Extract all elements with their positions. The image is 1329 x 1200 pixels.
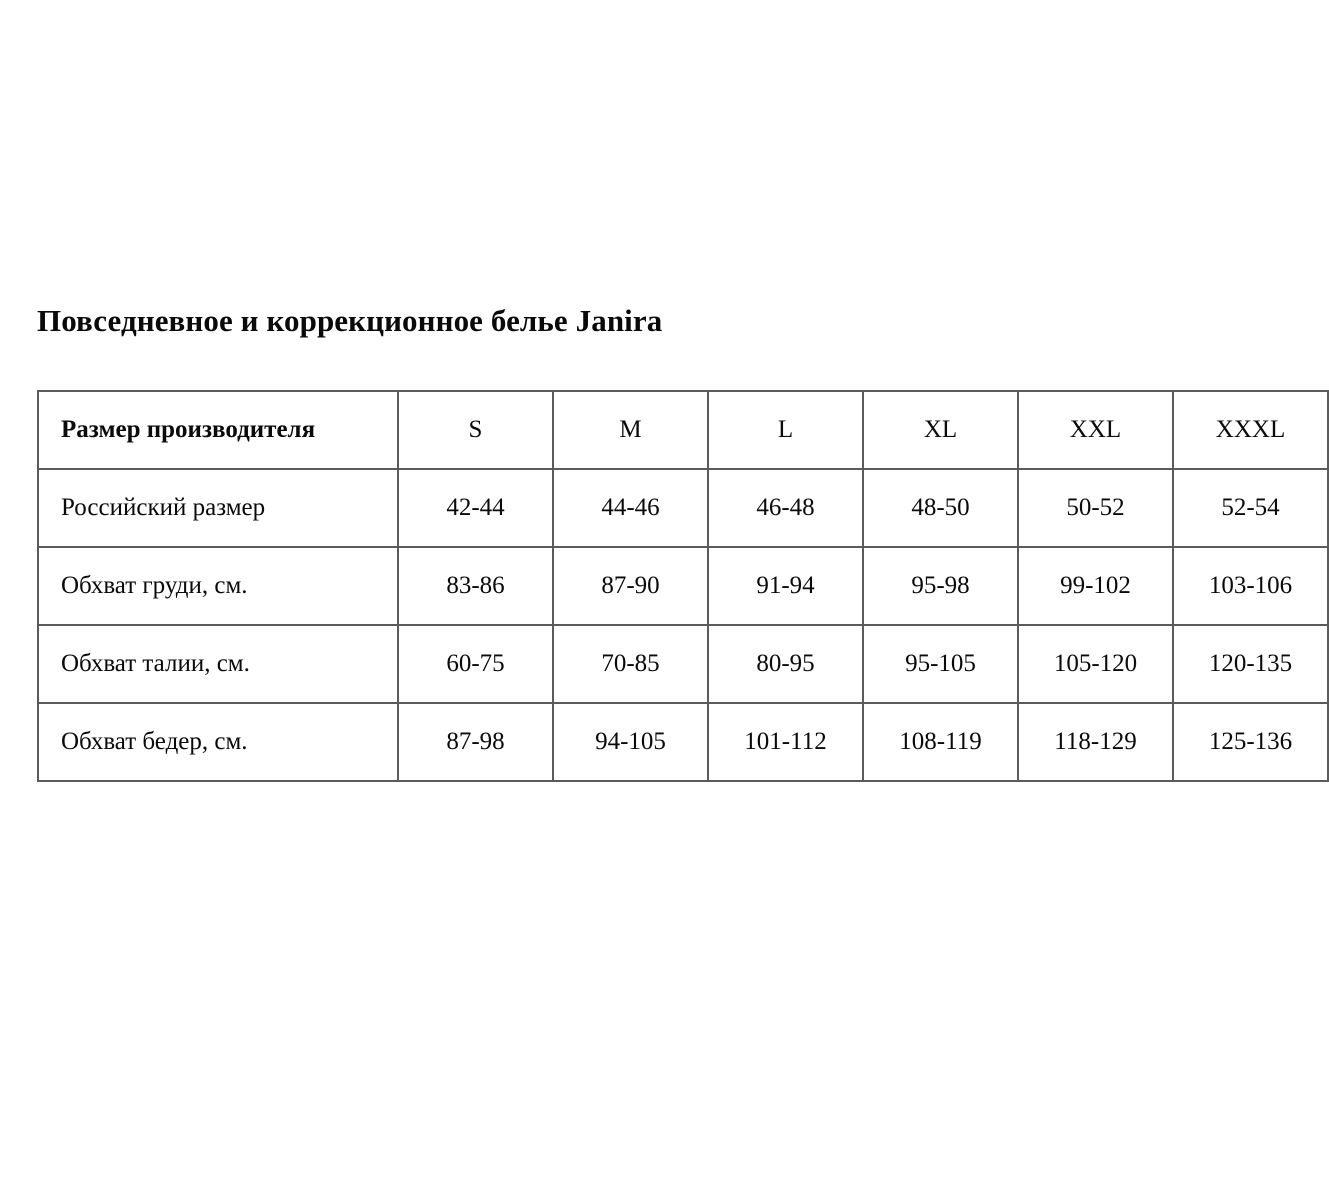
row-header-label: Обхват груди, см. xyxy=(38,547,398,625)
table-cell: XL xyxy=(863,391,1018,469)
table-cell: XXXL xyxy=(1173,391,1328,469)
row-header-label: Размер производителя xyxy=(38,391,398,469)
table-cell: 108-119 xyxy=(863,703,1018,781)
table-cell: 42-44 xyxy=(398,469,553,547)
table-cell: XXL xyxy=(1018,391,1173,469)
table-cell: 52-54 xyxy=(1173,469,1328,547)
table-cell: 87-90 xyxy=(553,547,708,625)
table-row xyxy=(38,469,1328,547)
table-cell: 103-106 xyxy=(1173,547,1328,625)
table-row xyxy=(38,703,1328,781)
table-cell: S xyxy=(398,391,553,469)
table-cell: 83-86 xyxy=(398,547,553,625)
table-cell: 50-52 xyxy=(1018,469,1173,547)
page-title: Повседневное и коррекционное белье Janira xyxy=(37,303,663,338)
table-cell: 94-105 xyxy=(553,703,708,781)
table-cell: 101-112 xyxy=(708,703,863,781)
table-cell: 80-95 xyxy=(708,625,863,703)
table-row xyxy=(38,391,1328,469)
table-cell: M xyxy=(553,391,708,469)
table-cell: 95-105 xyxy=(863,625,1018,703)
table-cell: 105-120 xyxy=(1018,625,1173,703)
table-cell: 95-98 xyxy=(863,547,1018,625)
table-cell: 91-94 xyxy=(708,547,863,625)
table-cell: 70-85 xyxy=(553,625,708,703)
table-cell: 120-135 xyxy=(1173,625,1328,703)
table-cell: 60-75 xyxy=(398,625,553,703)
row-header-label: Российский размер xyxy=(38,469,398,547)
table-cell: 48-50 xyxy=(863,469,1018,547)
table-row xyxy=(38,547,1328,625)
table-cell: 125-136 xyxy=(1173,703,1328,781)
row-header-label: Обхват бедер, см. xyxy=(38,703,398,781)
row-header-label: Обхват талии, см. xyxy=(38,625,398,703)
table-cell: 118-129 xyxy=(1018,703,1173,781)
table-cell: 44-46 xyxy=(553,469,708,547)
table-cell: L xyxy=(708,391,863,469)
table-cell: 46-48 xyxy=(708,469,863,547)
size-chart-table xyxy=(37,390,1329,782)
table-cell: 87-98 xyxy=(398,703,553,781)
table-cell: 99-102 xyxy=(1018,547,1173,625)
table-row xyxy=(38,625,1328,703)
